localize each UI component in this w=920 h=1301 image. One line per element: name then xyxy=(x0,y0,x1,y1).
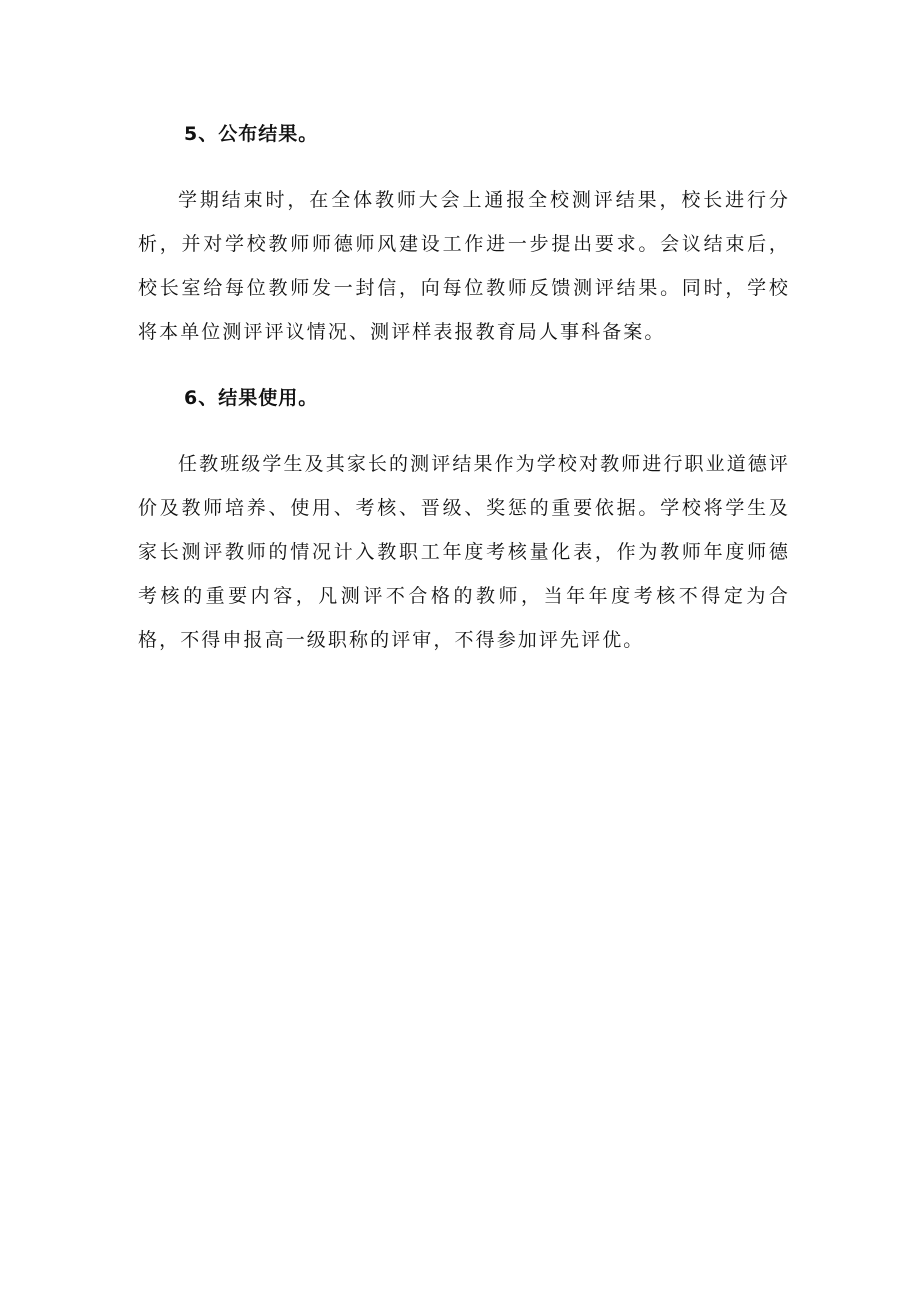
section-paragraph-publish-results: 学期结束时，在全体教师大会上通报全校测评结果，校长进行分析，并对学校教师师德师风建设工作进一步提出要求。会议结束后，校长室给每位教师发一封信，向每位教师反馈测评结果。同时，学校将本单位测评评议情况、测评样表报教育局人事科备案。 xyxy=(138,189,790,343)
section-paragraph-use-of-results: 任教班级学生及其家长的测评结果作为学校对教师进行职业道德评价及教师培养、使用、考核、晋级、奖惩的重要依据。学校将学生及家长测评教师的情况计入教职工年度考核量化表，作为教师年度师德考核的重要内容，凡测评不合格的教师，当年年度考核不得定为合格，不得申报高一级职称的评审，不得参加评先评优。 xyxy=(138,453,790,651)
section-heading-use-of-results: 6、结果使用。 xyxy=(184,387,319,409)
document-body xyxy=(138,112,790,662)
section-heading-publish-results: 5、公布结果。 xyxy=(184,123,319,145)
